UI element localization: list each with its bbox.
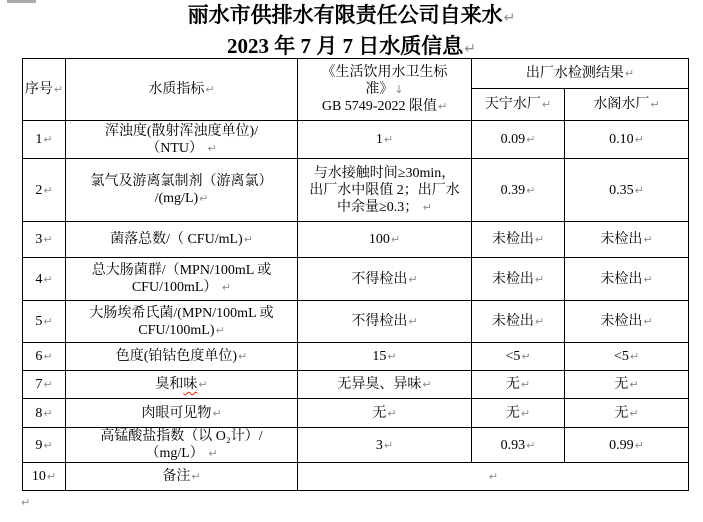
- cell-indicator-7-text: 臭和: [155, 377, 184, 392]
- paragraph-mark-icon: ↵: [650, 98, 660, 111]
- cell-seq-9-line-1: [23, 437, 65, 454]
- title-text-1: 丽水市供排水有限责任公司自来水: [187, 3, 503, 27]
- paragraph-mark-icon: ↵: [208, 447, 218, 460]
- cell-limit-3-text: 100: [368, 232, 390, 247]
- cell-shuige-9: [565, 428, 689, 463]
- paragraph-mark-icon: ↵: [205, 83, 215, 96]
- cell-tianning-1: [472, 121, 565, 159]
- cell-note-10-line-1: [298, 468, 688, 485]
- cell-indicator-10-text: 备注: [162, 469, 191, 484]
- paragraph-mark-icon: ↵: [520, 406, 531, 420]
- cell-indicator-5-text: 大肠埃希氏菌/(MPN/100mL 或: [89, 305, 274, 321]
- cell-seq-8: [23, 399, 66, 428]
- paragraph-mark-icon: ↵: [207, 141, 217, 155]
- cell-seq-3: [23, 222, 66, 258]
- cell-indicator-5-text: CFU/100mL): [138, 322, 215, 338]
- header-plant-tianning: [472, 89, 565, 121]
- cell-seq-9-text: 9: [35, 437, 43, 453]
- cell-indicator-4-line-2: [66, 279, 297, 296]
- cell-limit-8-text: 无: [372, 405, 387, 421]
- paragraph-mark-icon: ↵: [464, 41, 476, 57]
- cell-shuige-5-text: 未检出: [600, 314, 643, 329]
- cell-limit-9-line-1: [298, 437, 471, 454]
- paragraph-mark-icon: ↵: [43, 233, 53, 246]
- header-standard-text-2: 准》: [365, 82, 394, 97]
- cell-indicator-7: [66, 371, 298, 399]
- cell-limit-4-line-1: [298, 271, 471, 288]
- cell-limit-2-line-2: [298, 182, 471, 199]
- header-seq-text: 序号: [24, 82, 53, 97]
- cell-note-10: [298, 463, 689, 491]
- cell-limit-8-line-1: [298, 405, 471, 422]
- table-row-8: [23, 399, 689, 428]
- cell-tianning-9: [472, 428, 565, 463]
- cell-indicator-5-line-1: [66, 305, 297, 322]
- cell-shuige-8: [565, 399, 689, 428]
- cell-tianning-7-line-1: [472, 376, 564, 393]
- cell-indicator-3-line-1: [66, 231, 297, 248]
- cell-seq-7-text: 7: [35, 377, 43, 392]
- cell-indicator-2-text: 氯气及游离氯制剂（游离氯）: [90, 174, 273, 189]
- cell-shuige-4-text: 未检出: [600, 271, 643, 287]
- header-standard: [298, 59, 472, 121]
- table-row-7: [23, 371, 689, 399]
- cell-shuige-7-text: 无: [614, 377, 629, 392]
- cell-seq-10-line-1: [23, 468, 65, 485]
- cell-shuige-7-line-1: [565, 376, 688, 393]
- paragraph-mark-icon: ↵: [534, 272, 545, 286]
- cell-indicator-4: [66, 258, 298, 301]
- cell-seq-6: [23, 343, 66, 371]
- cell-limit-9: [298, 428, 472, 463]
- cell-indicator-4-text: CFU/100mL）: [131, 280, 221, 295]
- cell-indicator-1-text: （NTU）: [146, 140, 207, 156]
- cell-seq-4: [23, 258, 66, 301]
- cell-indicator-4-text: 总大肠菌群/（MPN/100mL 或: [91, 263, 272, 278]
- cell-indicator-1-text: 浑浊度(散射浑浊度单位)/: [104, 123, 259, 139]
- cell-seq-5-text: 5: [35, 314, 43, 329]
- header-plant-tianning-text: 天宁水厂: [484, 97, 541, 112]
- paragraph-mark-icon: ↵: [387, 350, 397, 363]
- cell-indicator-10-line-1: [66, 468, 297, 485]
- paragraph-mark-icon: ↵: [387, 406, 397, 420]
- paragraph-mark-icon: ↵: [199, 192, 209, 205]
- water-quality-table: [22, 58, 689, 491]
- paragraph-mark-icon: ↵: [534, 315, 545, 328]
- paragraph-mark-icon: ↵: [437, 100, 448, 113]
- cell-shuige-2-text: 0.35: [609, 182, 634, 198]
- cell-tianning-3-text: 未检出: [491, 232, 534, 247]
- cell-limit-1-line-1: [298, 131, 471, 148]
- paragraph-mark-icon: ↵: [243, 233, 253, 246]
- cell-seq-9: [23, 428, 66, 463]
- cell-limit-2-line-1: [298, 165, 471, 182]
- paragraph-mark-icon: ↵: [198, 378, 208, 391]
- header-indicator-text: 水质指标: [148, 82, 205, 97]
- paragraph-mark-icon: ↵: [408, 272, 418, 286]
- document-title: [0, 1, 703, 63]
- table-row-3: [23, 222, 689, 258]
- paragraph-mark-icon: ↵: [422, 200, 432, 214]
- cell-indicator-8: [66, 399, 298, 428]
- cell-indicator-2-line-2: [66, 190, 297, 207]
- paragraph-mark-icon: ↵: [191, 470, 201, 483]
- cell-seq-2: [23, 159, 66, 222]
- cell-limit-5-text: 不得检出: [351, 314, 408, 329]
- cell-indicator-9-text: 高锰酸盐指数（以 O₂计）/: [100, 429, 263, 444]
- cell-limit-3: [298, 222, 472, 258]
- cell-tianning-8: [472, 399, 565, 428]
- cell-tianning-5-text: 未检出: [491, 314, 534, 329]
- cell-seq-1-line-1: [23, 131, 65, 148]
- cell-limit-1-text: 1: [375, 132, 383, 147]
- cell-shuige-4: [565, 258, 689, 301]
- cell-seq-10-text: 10: [31, 469, 46, 484]
- cell-shuige-2-line-1: [565, 182, 688, 199]
- cell-seq-1: [23, 121, 66, 159]
- cell-seq-7-line-1: [23, 376, 65, 393]
- table-row-4: [23, 258, 689, 301]
- trailing-paragraph: [20, 493, 30, 511]
- table-row-2: [23, 159, 689, 222]
- paragraph-mark-icon: ↵: [629, 406, 639, 420]
- paragraph-mark-icon: ↵: [221, 281, 232, 294]
- header-row-1: [23, 59, 689, 89]
- paragraph-mark-icon: ↵: [390, 233, 401, 246]
- paragraph-mark-icon: ↵: [634, 183, 644, 197]
- header-plant-shuige: [565, 89, 689, 121]
- paragraph-mark-icon: ↵: [503, 10, 516, 26]
- cell-shuige-9-line-1: [565, 437, 688, 454]
- paragraph-mark-icon: ↵: [43, 183, 53, 197]
- title-line-1: [0, 1, 703, 32]
- paragraph-mark-icon: ↵: [634, 438, 644, 452]
- header-seq: [23, 59, 66, 121]
- cell-shuige-2: [565, 159, 689, 222]
- cell-tianning-7: [472, 371, 565, 399]
- cell-seq-1-text: 1: [35, 132, 43, 147]
- cell-indicator-5: [66, 301, 298, 343]
- cell-indicator-2-text: /(mg/L): [154, 191, 199, 206]
- cell-shuige-6-text: <5: [613, 349, 629, 364]
- cell-seq-3-line-1: [23, 231, 65, 248]
- cell-tianning-6-line-1: [472, 348, 564, 365]
- cell-limit-2: [298, 159, 472, 222]
- cell-shuige-5-line-1: [565, 313, 688, 330]
- paragraph-mark-icon: ↵: [634, 133, 644, 146]
- paragraph-mark-icon: ↵: [46, 470, 57, 483]
- cell-indicator-1-line-2: [66, 140, 297, 157]
- cell-indicator-3-text: 菌落总数/（ CFU/mL): [110, 232, 243, 247]
- cell-shuige-3-text: 未检出: [600, 232, 643, 247]
- cell-shuige-7: [565, 371, 689, 399]
- cell-seq-7: [23, 371, 66, 399]
- paragraph-mark-icon: ↵: [53, 83, 64, 96]
- cell-indicator-9: [66, 428, 298, 463]
- cell-indicator-4-line-1: [66, 262, 297, 279]
- cell-shuige-6: [565, 343, 689, 371]
- cell-seq-8-text: 8: [35, 405, 43, 421]
- cell-limit-2-text: 中余量≥0.3；: [337, 199, 422, 215]
- cell-tianning-3: [472, 222, 565, 258]
- cell-seq-4-text: 4: [35, 271, 43, 287]
- cell-limit-8: [298, 399, 472, 428]
- cell-limit-2-text: 与水接触时间≥30min，: [313, 165, 456, 181]
- paragraph-mark-icon: ↵: [488, 470, 499, 483]
- cell-shuige-9-text: 0.99: [609, 437, 634, 453]
- cell-shuige-3: [565, 222, 689, 258]
- paragraph-mark-icon: ↵: [643, 272, 653, 286]
- cell-tianning-5: [472, 301, 565, 343]
- cell-indicator-5-line-2: [66, 322, 297, 339]
- cell-limit-4-text: 不得检出: [351, 271, 408, 287]
- cell-indicator-10: [66, 463, 298, 491]
- header-result-group: [472, 59, 689, 89]
- cell-indicator-2: [66, 159, 298, 222]
- cell-tianning-3-line-1: [472, 231, 564, 248]
- cell-indicator-9-text: （mg/L）: [145, 446, 208, 461]
- cell-tianning-4-text: 未检出: [491, 271, 534, 287]
- cell-limit-7-text: 无异臭、异味: [337, 377, 422, 392]
- cell-limit-3-line-1: [298, 231, 471, 248]
- cell-shuige-5: [565, 301, 689, 343]
- cell-tianning-6-text: <5: [505, 349, 521, 364]
- cell-tianning-9-line-1: [472, 437, 564, 454]
- cell-tianning-2-text: 0.39: [500, 182, 526, 198]
- cell-shuige-4-line-1: [565, 271, 688, 288]
- cell-limit-7-line-1: [298, 376, 471, 393]
- cell-seq-5: [23, 301, 66, 343]
- cell-tianning-2-line-1: [472, 182, 564, 199]
- paragraph-mark-icon: ↵: [383, 438, 394, 452]
- cell-indicator-3: [66, 222, 298, 258]
- cell-indicator-8-line-1: [66, 405, 297, 422]
- paragraph-mark-icon: ↵: [526, 133, 536, 146]
- cell-limit-1: [298, 121, 472, 159]
- cell-limit-5-line-1: [298, 313, 471, 330]
- cell-tianning-7-text: 无: [505, 377, 520, 392]
- paragraph-mark-icon: ↵: [43, 133, 53, 146]
- paragraph-mark-icon: ↵: [526, 438, 536, 452]
- cell-limit-6-line-1: [298, 348, 471, 365]
- cell-seq-4-line-1: [23, 271, 65, 288]
- cell-seq-6-line-1: [23, 348, 65, 365]
- cell-seq-10: [23, 463, 66, 491]
- cell-seq-2-text: 2: [35, 182, 43, 198]
- cell-indicator-9-line-1: [66, 428, 297, 445]
- cell-limit-4: [298, 258, 472, 301]
- paragraph-mark-icon: ↵: [520, 378, 531, 391]
- cell-tianning-1-text: 0.09: [500, 132, 526, 147]
- cell-tianning-6: [472, 343, 565, 371]
- cell-indicator-9-line-2: [66, 445, 297, 462]
- header-standard-text-3: GB 5749-2022 限值: [321, 99, 437, 114]
- paragraph-mark-icon: ↵: [215, 323, 225, 337]
- cell-limit-7: [298, 371, 472, 399]
- paragraph-mark-icon: ↵: [422, 378, 432, 391]
- cell-shuige-1-line-1: [565, 131, 688, 148]
- paragraph-mark-icon: ↵: [521, 350, 531, 363]
- cell-seq-8-line-1: [23, 405, 65, 422]
- cell-tianning-8-text: 无: [505, 405, 520, 421]
- paragraph-mark-icon: ↵: [643, 315, 653, 328]
- soft-break-mark-icon: ↓: [394, 83, 404, 96]
- cell-seq-5-line-1: [23, 313, 65, 330]
- cell-shuige-8-text: 无: [614, 405, 629, 421]
- paragraph-mark-icon: ↵: [629, 350, 640, 363]
- cell-shuige-3-line-1: [565, 231, 688, 248]
- paragraph-mark-icon: ↵: [212, 406, 222, 420]
- paragraph-mark-icon: ↵: [383, 133, 394, 146]
- paragraph-mark-icon: ↵: [43, 406, 53, 420]
- paragraph-mark-icon: ↵: [238, 350, 248, 363]
- cell-indicator-8-text: 肉眼可见物: [141, 405, 212, 421]
- header-plant-shuige-text: 水阁水厂: [593, 97, 650, 112]
- cell-tianning-1-line-1: [472, 131, 564, 148]
- paragraph-mark-icon: ↵: [541, 98, 552, 111]
- cell-limit-6-text: 15: [372, 349, 387, 364]
- paragraph-mark-icon: ↵: [643, 233, 653, 246]
- cell-tianning-9-text: 0.93: [500, 437, 526, 453]
- cell-indicator-7-line-1: [66, 376, 297, 393]
- cell-tianning-4-line-1: [472, 271, 564, 288]
- cell-shuige-8-line-1: [565, 405, 688, 422]
- cell-limit-2-line-3: [298, 199, 471, 216]
- paragraph-mark-icon: ↵: [43, 438, 53, 452]
- cell-shuige-1: [565, 121, 689, 159]
- table-row-6: [23, 343, 689, 371]
- cell-seq-6-text: 6: [35, 349, 43, 364]
- cell-tianning-8-line-1: [472, 405, 564, 422]
- spellcheck-word: 味: [183, 377, 198, 392]
- cell-indicator-2-line-1: [66, 173, 297, 190]
- header-result-group-text: 出厂水检测结果: [525, 66, 624, 81]
- cell-indicator-6-line-1: [66, 348, 297, 365]
- cell-indicator-1: [66, 121, 298, 159]
- paragraph-mark-icon: ↵: [629, 378, 639, 391]
- paragraph-mark-icon: ↵: [43, 378, 53, 391]
- paragraph-mark-icon: ↵: [624, 67, 635, 80]
- cell-limit-6: [298, 343, 472, 371]
- cell-shuige-6-line-1: [565, 348, 688, 365]
- cell-indicator-6-text: 色度(铂钴色度单位): [115, 349, 238, 364]
- cell-seq-3-text: 3: [35, 232, 43, 247]
- cell-shuige-1-text: 0.10: [609, 132, 634, 147]
- table-row-1: [23, 121, 689, 159]
- cell-tianning-2: [472, 159, 565, 222]
- cell-tianning-5-line-1: [472, 313, 564, 330]
- title-text-2: 2023 年 7 月 7 日水质信息: [227, 34, 464, 58]
- table-row-10: [23, 463, 689, 491]
- paragraph-mark-icon: ↵: [526, 183, 536, 197]
- paragraph-mark-icon: ↵: [534, 233, 545, 246]
- header-standard-text-1: 《生活饮用水卫生标: [321, 65, 448, 80]
- paragraph-mark-icon: ↵: [43, 272, 53, 286]
- cell-indicator-1-line-1: [66, 123, 297, 140]
- cell-limit-2-text: 出厂水中限值 2；出厂水: [309, 182, 460, 198]
- paragraph-mark-icon: ↵: [408, 315, 418, 328]
- header-indicator: [66, 59, 298, 121]
- cell-limit-9-text: 3: [375, 437, 383, 453]
- cell-indicator-6: [66, 343, 298, 371]
- cell-seq-2-line-1: [23, 182, 65, 199]
- table-row-5: [23, 301, 689, 343]
- cell-limit-5: [298, 301, 472, 343]
- paragraph-mark-icon: ↵: [21, 496, 31, 509]
- table-row-9: [23, 428, 689, 463]
- paragraph-mark-icon: ↵: [43, 350, 53, 363]
- cell-tianning-4: [472, 258, 565, 301]
- paragraph-mark-icon: ↵: [43, 315, 53, 328]
